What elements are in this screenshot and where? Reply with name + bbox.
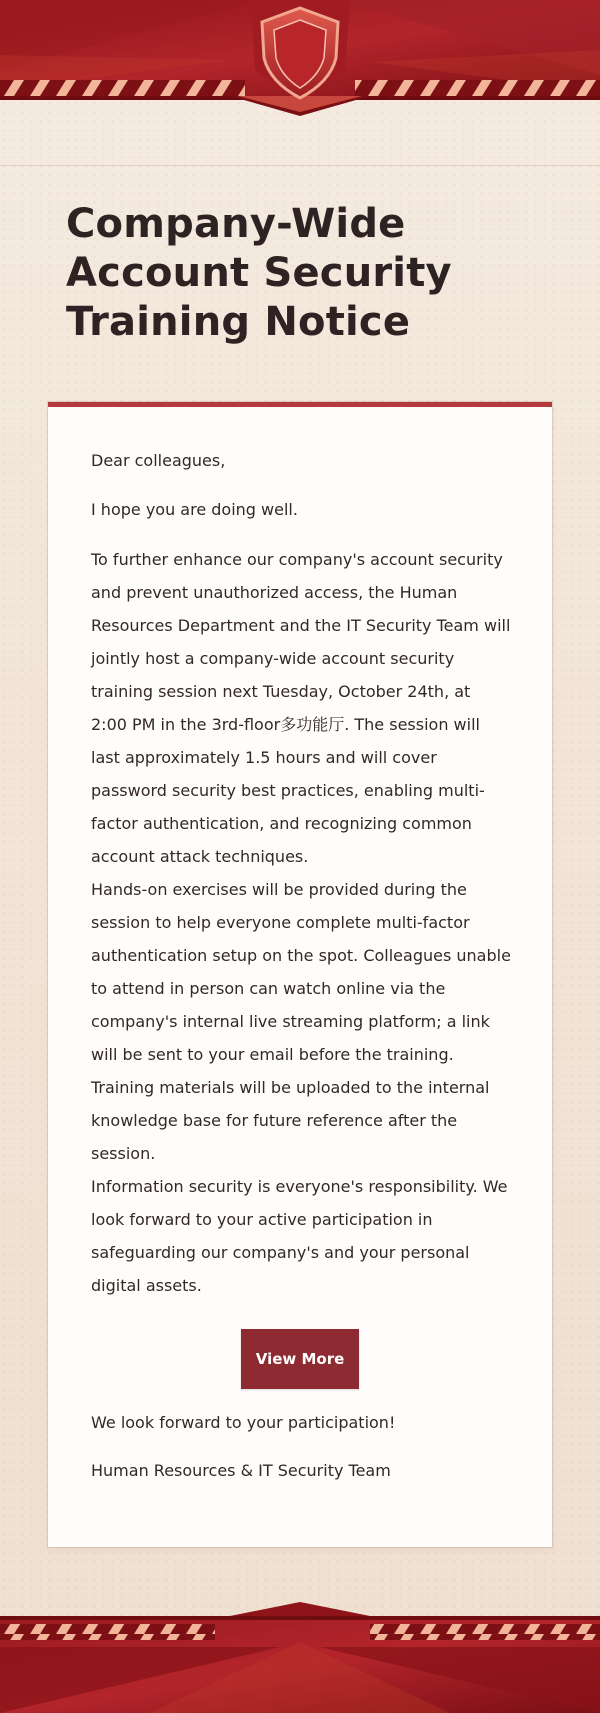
header-banner (0, 0, 600, 116)
view-more-button[interactable]: View More (241, 1329, 359, 1389)
closing-text: We look forward to your participation! (91, 1413, 396, 1432)
footer-banner (0, 1602, 600, 1713)
paragraph-responsibility: Information security is everyone's responsibility. We look forward to your active participation in safeguarding our company's and your personal digital assets. (91, 1177, 508, 1295)
opener-text: I hope you are doing well. (91, 500, 298, 519)
page-title: Company-Wide Account Security Training Notice (66, 201, 452, 345)
divider-line (0, 165, 600, 166)
paragraph-hands-on: Hands-on exercises will be provided during the session to help everyone complete multi-factor authentication setup on the spot. Colleagues unable to attend in person can watch online via the company's internal live streaming platform; a link will be sent to your email before the training. Training materials will be uploaded to the internal knowledge base for future reference after the session. (91, 880, 511, 1163)
signature: Human Resources & IT Security Team (91, 1461, 391, 1480)
greeting: Dear colleagues, (91, 451, 226, 470)
email-card (48, 402, 552, 1547)
paragraph-training-details: To further enhance our company's account security and prevent unauthorized access, the Human Resources Department and the IT Security Team will jointly host a company-wide account security training session next Tuesday, October 24th, at 2:00 PM in the 3rd-floor多功能厅. The session will last approximately 1.5 hours and will cover password security best practices, enabling multi-factor authentication, and recognizing common account attack techniques. (91, 550, 511, 866)
